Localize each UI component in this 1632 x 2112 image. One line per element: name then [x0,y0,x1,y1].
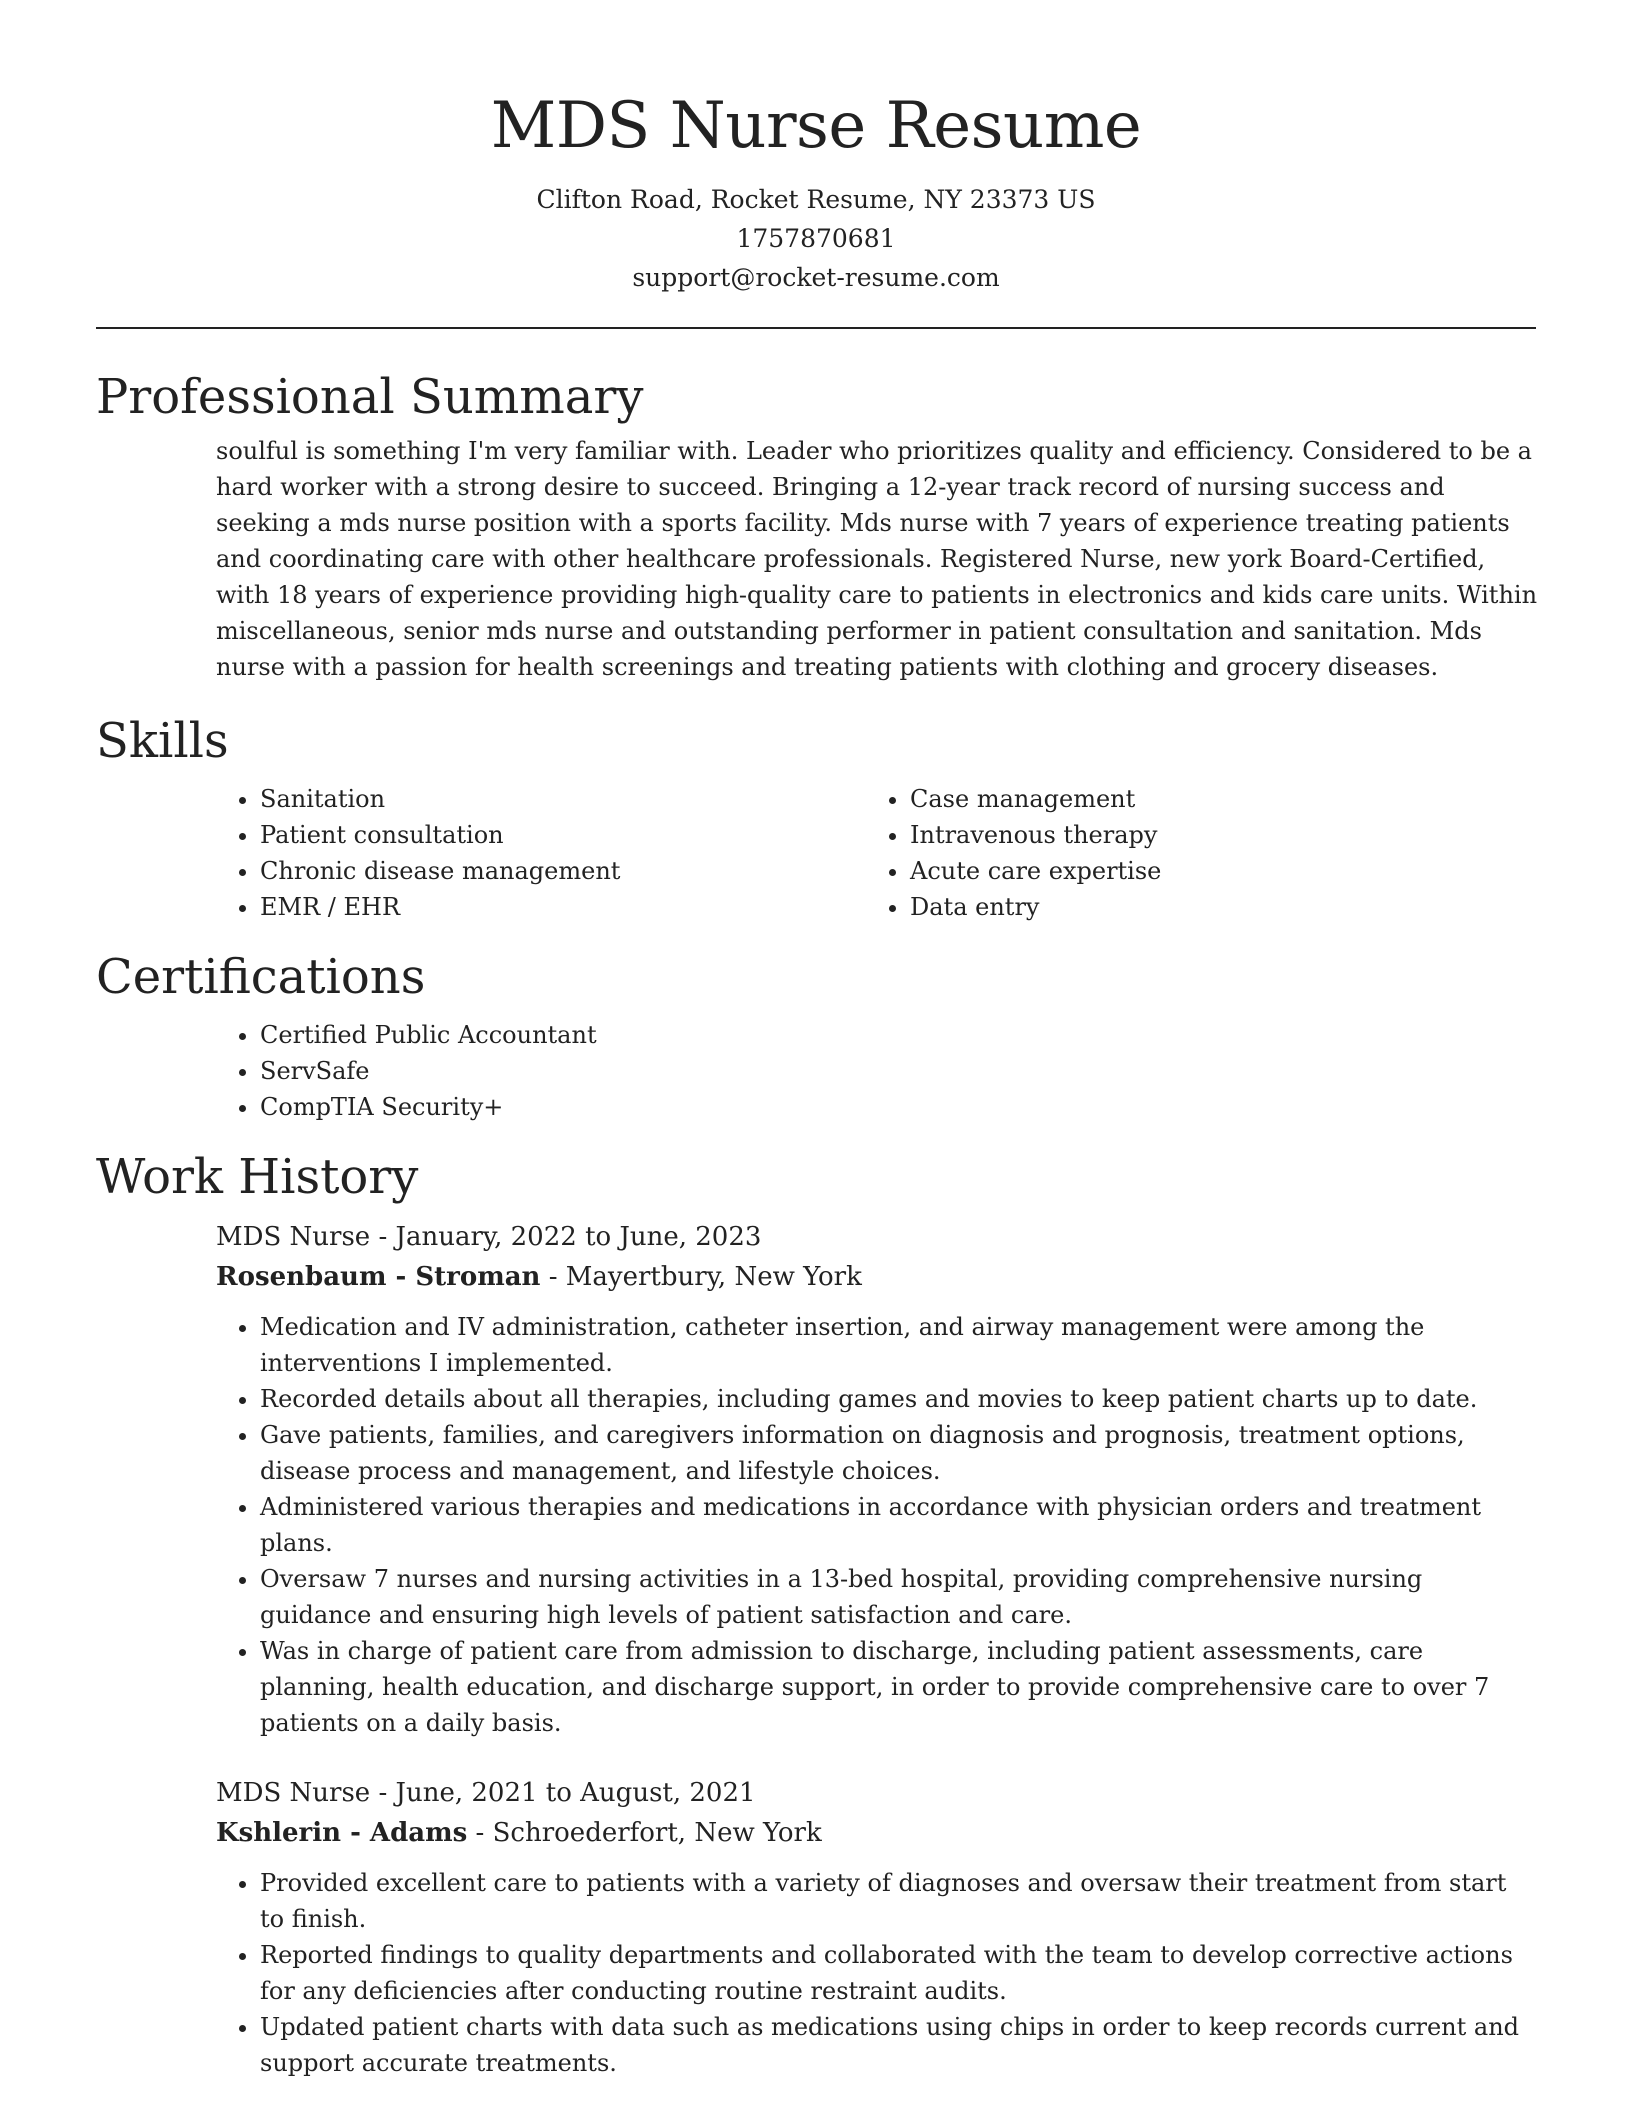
skills-column-left [216,781,866,925]
job-title-line: MDS Nurse - January, 2022 to June, 2023 [216,1222,762,1252]
job-duty: • Updated patient charts with data such as medications using chips in order to keep records current and support accurate treatments. [260,2009,1536,2081]
resume-page [96,0,1536,2081]
skills-section [96,711,1536,925]
work-history-section [96,1147,1536,2081]
certifications-section [96,947,1536,1125]
certification-item: • Certified Public Accountant [260,1017,1536,1053]
skill-item: • EMR / EHR [260,889,866,925]
certifications-list [216,1017,1536,1125]
job-entry [216,1773,1536,2081]
job-company-line: Rosenbaum - Stroman - Mayertbury, New York [216,1262,862,1292]
skill-item: • Intravenous therapy [910,817,1516,853]
job-location: Schroederfort, New York [492,1818,822,1848]
skill-item: • Patient consultation [260,817,866,853]
job-duty: • Medication and IV administration, catheter insertion, and airway management were among the interventions I implemented. [260,1309,1536,1381]
contact-phone: 1757870681 [736,224,896,253]
job-location: Mayertbury, New York [565,1262,862,1292]
certification-item: • CompTIA Security+ [260,1089,1536,1125]
certification-item: • ServSafe [260,1053,1536,1089]
skill-item: • Data entry [910,889,1516,925]
job-company: Kshlerin - Adams [216,1818,468,1848]
job-duty: • Was in charge of patient care from admission to discharge, including patient assessments, care planning, health education, and discharge support, in order to provide comprehensive care to over 7 patients on a daily basis. [260,1633,1536,1741]
job-company-line: Kshlerin - Adams - Schroederfort, New York [216,1818,822,1848]
summary-text: soulful is something I'm very familiar with. Leader who prioritizes quality and efficiency. Considered to be a hard worker with a strong desire to succeed. Bringing a 12-year track record of nursing success and seeking a mds nurse position with a sports facility. Mds nurse with 7 years of experience treating patients and coordinating care with other healthcare professionals. Registered Nurse, new york Board-Certified, with 18 years of experience providing high-quality care to patients in electronics and kids care units. Within miscellaneous, senior mds nurse and outstanding performer in patient consultation and sanitation. Mds nurse with a passion for health screenings and treating patients with clothing and grocery diseases. [216,437,1538,681]
contact-email: support@rocket-resume.com [632,263,1000,292]
certifications-heading: Certifications [96,949,426,1005]
summary-heading: Professional Summary [96,369,644,425]
header-divider [96,327,1536,329]
summary-section [96,367,1536,685]
job-dates: January, 2022 to June, 2023 [395,1222,762,1252]
job-title: MDS Nurse [216,1778,371,1808]
job-duty: • Provided excellent care to patients with a variety of diagnoses and oversaw their treatment from start to finish. [260,1865,1536,1937]
resume-header [96,0,1536,297]
job-company: Rosenbaum - Stroman [216,1262,541,1292]
skills-grid [216,781,1536,925]
skills-column-right [866,781,1516,925]
work-history-heading: Work History [96,1149,419,1205]
job-duties-list [216,1865,1536,2081]
contact-address: Clifton Road, Rocket Resume, NY 23373 US [536,185,1096,214]
job-duty: • Gave patients, families, and caregivers information on diagnosis and prognosis, treatment options, disease process and management, and lifestyle choices. [260,1417,1536,1489]
skill-item: • Case management [910,781,1516,817]
job-title-line: MDS Nurse - June, 2021 to August, 2021 [216,1778,756,1808]
job-duty: • Recorded details about all therapies, including games and movies to keep patient charts up to date. [260,1381,1536,1417]
job-duty: • Oversaw 7 nurses and nursing activities in a 13-bed hospital, providing comprehensive nursing guidance and ensuring high levels of patient satisfaction and care. [260,1561,1536,1633]
job-title: MDS Nurse [216,1222,371,1252]
skill-item: • Sanitation [260,781,866,817]
skill-item: • Acute care expertise [910,853,1516,889]
skill-item: • Chronic disease management [260,853,866,889]
skills-heading: Skills [96,713,229,769]
job-duty: • Administered various therapies and medications in accordance with physician orders and treatment plans. [260,1489,1536,1561]
resume-name: MDS Nurse Resume [490,89,1142,163]
job-duties-list [216,1309,1536,1741]
job-entry [216,1217,1536,1741]
job-duty: • Reported findings to quality departments and collaborated with the team to develop corrective actions for any deficiencies after conducting routine restraint audits. [260,1937,1536,2009]
job-dates: June, 2021 to August, 2021 [395,1778,756,1808]
contact-block [96,180,1536,297]
